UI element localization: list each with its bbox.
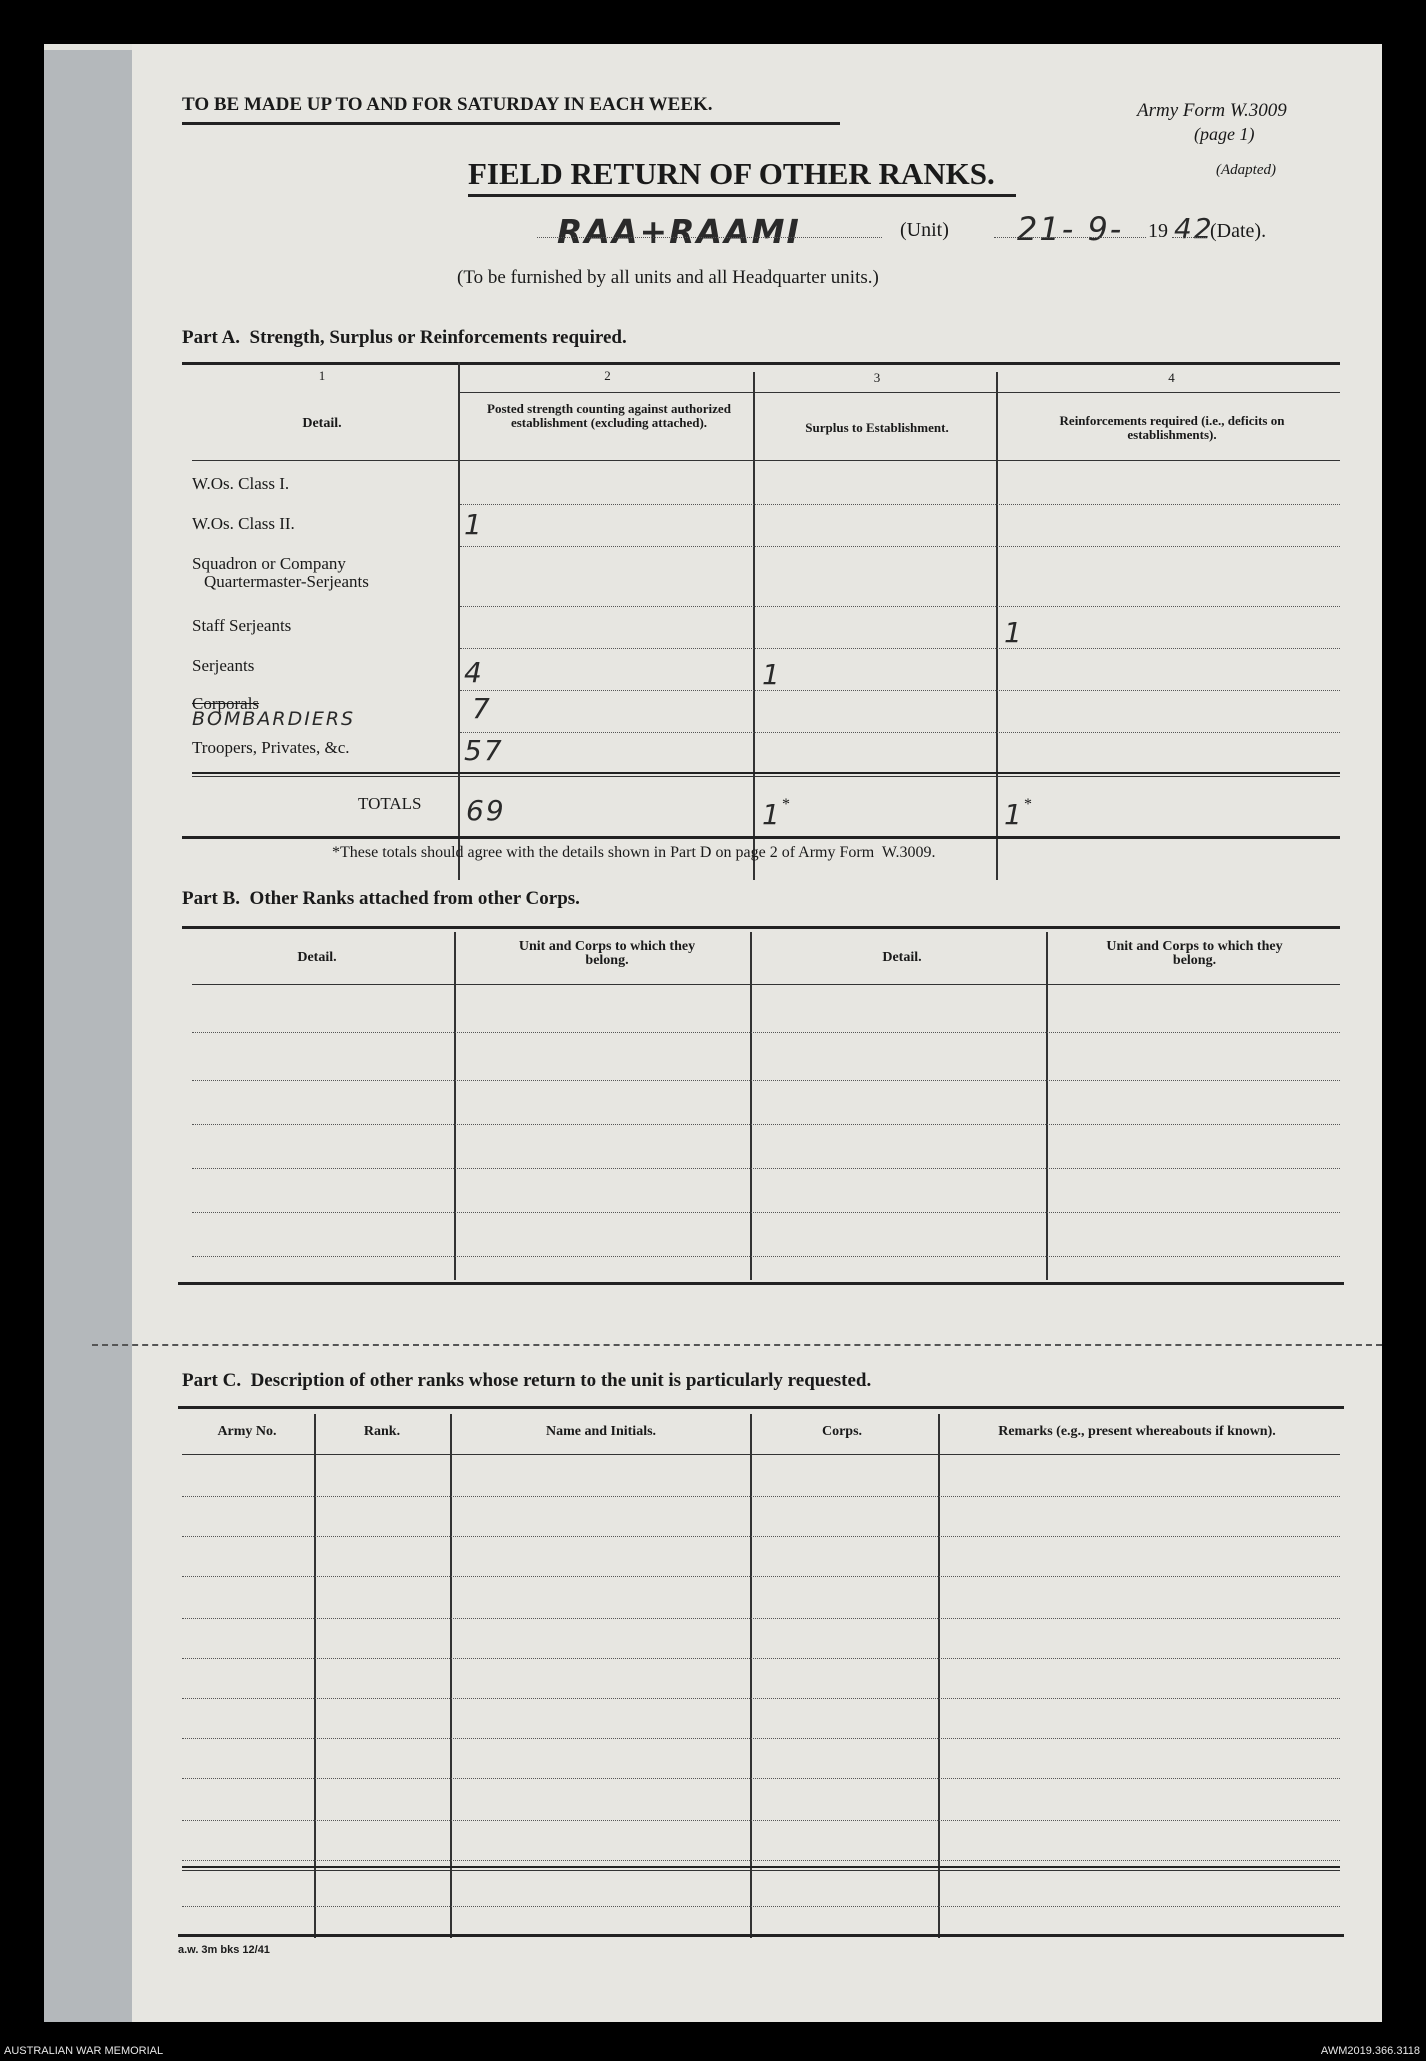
row-label-wo-class-2: W.Os. Class II. [192, 514, 295, 533]
weekly-instruction: TO BE MADE UP TO AND FOR SATURDAY IN EACH WEEK. [182, 94, 713, 115]
row-rule-4 [460, 648, 1340, 649]
col-number-1: 1 [318, 368, 326, 383]
header-posted-strength: Posted strength counting against authorized establishment (excluding attached). [487, 401, 731, 430]
totals-footnote: *These totals should agree with the details shown in Part D on page 2 of Army Form W.3009. [332, 844, 936, 861]
date-handwritten: 21- 9- [1017, 210, 1124, 248]
form-page [132, 44, 1382, 2022]
part-a-bottom-rule [182, 836, 1340, 839]
part-b-top-rule [182, 926, 1340, 929]
header-detail: Detail. [302, 416, 342, 431]
row-rule-2 [460, 546, 1340, 547]
row-label-sqn-coy-qms-1: Squadron or Company [192, 554, 346, 573]
header-surplus: Surplus to Establishment. [805, 420, 949, 435]
backing-strip [44, 50, 132, 2022]
row-label-staff-serjeants: Staff Serjeants [192, 616, 292, 635]
part-c-double-rule-a [182, 1866, 1340, 1868]
part-c-header-rank: Rank. [363, 1424, 401, 1439]
part-a-col-divider-3 [996, 372, 998, 880]
part-c-top-rule [178, 1406, 1344, 1409]
part-b-header-detail-2: Detail. [882, 950, 922, 965]
part-b-header-rule [192, 984, 1340, 985]
part-b-row-rule-4 [192, 1168, 1340, 1169]
part-c-header-name: Name and Initials. [545, 1424, 657, 1439]
part-c-row-rule-7 [182, 1738, 1340, 1739]
part-c-double-rule-b [182, 1870, 1340, 1871]
perforation-line [92, 1344, 1382, 1346]
posted-troopers: 57 [464, 734, 504, 767]
part-c-row-rule-1 [182, 1496, 1340, 1497]
part-c-header-corps: Corps. [821, 1424, 863, 1439]
furnished-note: (To be furnished by all units and all Headquarter units.) [457, 267, 879, 288]
part-b-header-unit-1: Unit and Corps to which they belong. [518, 939, 696, 968]
posted-wo-class-2: 1 [464, 508, 484, 541]
row-rule-3 [460, 606, 1340, 607]
part-c-row-rule-8 [182, 1778, 1340, 1779]
surplus-serjeants: 1 [762, 658, 782, 691]
row-label-bombardiers: BOMBARDIERS [192, 708, 356, 730]
part-c-row-rule-3 [182, 1576, 1340, 1577]
posted-serjeants: 4 [464, 656, 484, 689]
col-number-4: 4 [1168, 370, 1175, 385]
row-rule-1 [460, 504, 1340, 505]
reinf-staff-serjeants: 1 [1004, 616, 1024, 649]
form-adapted-note: (Adapted) [1216, 162, 1276, 178]
year-prefix: 19 [1148, 220, 1168, 242]
part-c-header-remarks: Remarks (e.g., present whereabouts if known). [998, 1424, 1276, 1439]
part-c-row-rule-9 [182, 1820, 1340, 1821]
part-c-row-rule-4 [182, 1618, 1340, 1619]
header-reinforcements: Reinforcements required (i.e., deficits on establishments). [1059, 413, 1285, 442]
row-rule-5 [460, 690, 1340, 691]
row-label-corporals: Corporals [192, 694, 260, 713]
total-reinf-asterisk: * [1024, 796, 1032, 813]
part-c-header-rule [182, 1454, 1340, 1455]
year-dotted-line [1172, 237, 1206, 238]
part-c-row-rule-6 [182, 1698, 1340, 1699]
col-number-2: 2 [604, 368, 611, 383]
form-page-number: (page 1) [1194, 124, 1255, 144]
unit-handwritten: RAA+RAAMI [557, 212, 801, 251]
total-surplus-asterisk: * [782, 796, 790, 813]
footer-institution: AUSTRALIAN WAR MEMORIAL [4, 2045, 164, 2057]
form-number: Army Form W.3009 [1137, 100, 1287, 121]
posted-corporals: 7 [472, 692, 492, 725]
unit-label: (Unit) [900, 219, 949, 241]
part-b-row-rule-2 [192, 1080, 1340, 1081]
part-b-heading: Part B. Other Ranks attached from other Corps. [182, 888, 580, 909]
part-c-bottom-rule [178, 1934, 1344, 1937]
part-b-row-rule-5 [192, 1212, 1340, 1213]
part-b-header-unit-2: Unit and Corps to which they belong. [1106, 939, 1283, 968]
part-a-col-divider-2 [753, 372, 755, 880]
total-reinf: 1 [1004, 798, 1024, 831]
totals-top-rule [192, 772, 1340, 774]
title-underline [468, 194, 1016, 197]
part-a-heading: Part A. Strength, Surplus or Reinforcements required. [182, 327, 627, 348]
part-a-col-divider-1 [458, 362, 460, 880]
part-c-row-rule-11 [182, 1906, 1340, 1907]
part-a-top-rule [182, 362, 1340, 365]
totals-label: TOTALS [358, 794, 422, 813]
part-c-heading: Part C. Description of other ranks whose return to the unit is particularly requested. [182, 1370, 872, 1391]
part-b-row-rule-3 [192, 1124, 1340, 1125]
part-b-row-rule-1 [192, 1032, 1340, 1033]
col-number-rule [458, 392, 1340, 393]
part-c-row-rule-2 [182, 1536, 1340, 1537]
totals-top-rule-2 [192, 776, 1340, 777]
part-b-header-detail-1: Detail. [297, 950, 337, 965]
year-handwritten: 42 [1174, 212, 1214, 245]
row-label-wo-class-1: W.Os. Class I. [192, 474, 290, 493]
part-b-bottom-rule [178, 1282, 1344, 1285]
printer-mark: a.w. 3m bks 12/41 [178, 1944, 270, 1956]
part-c-row-rule-5 [182, 1658, 1340, 1659]
date-dotted-line [994, 237, 1146, 238]
footer-accession-number: AWM2019.366.3118 [1320, 2045, 1420, 2057]
unit-dotted-line [537, 237, 882, 238]
total-surplus: 1 [762, 798, 782, 831]
part-c-header-army-no: Army No. [217, 1424, 277, 1439]
total-posted: 69 [466, 794, 506, 827]
row-rule-6 [460, 732, 1340, 733]
col-number-3: 3 [873, 370, 881, 385]
part-b-row-rule-6 [192, 1256, 1340, 1257]
header-bottom-rule [192, 460, 1340, 461]
form-title: FIELD RETURN OF OTHER RANKS. [468, 156, 995, 191]
instruction-underline [182, 122, 840, 125]
row-label-serjeants: Serjeants [192, 656, 255, 675]
part-c-row-rule-10 [182, 1860, 1340, 1861]
row-label-troopers: Troopers, Privates, &c. [192, 738, 350, 757]
row-label-sqn-coy-qms-2: Quartermaster-Serjeants [204, 572, 369, 591]
date-label: (Date). [1210, 220, 1267, 242]
